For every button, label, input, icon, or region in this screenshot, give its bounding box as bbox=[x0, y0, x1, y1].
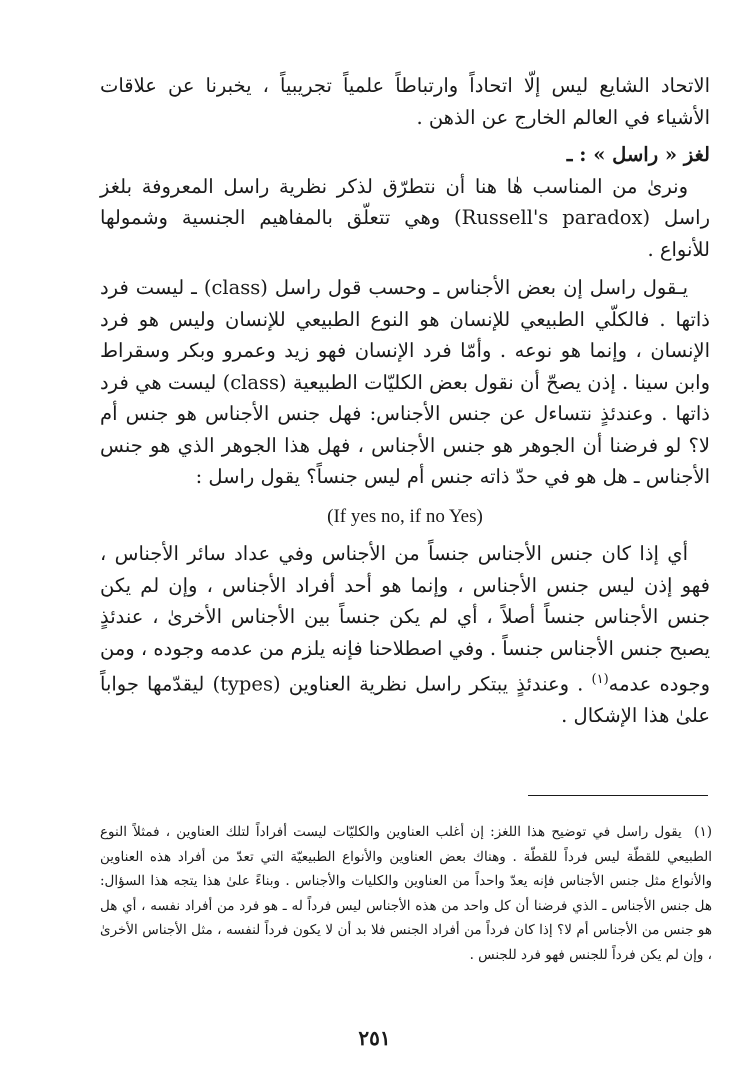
footnote-divider bbox=[528, 795, 708, 796]
paragraph-conclusion-part2: . وعندئذٍ يبتكر راسل نظرية العناوين (types) ليقدّمها جواباً علىٰ هذا الإشكال . bbox=[100, 672, 710, 727]
paragraph-russell-argument: يـقول راسل إن بعض الأجناس ـ وحسب قول راسل (class) ـ ليست فرد ذاتها . فالكلّي الطبيعي للإنسان هو النوع الطبيعي للإنسان وليس هو فرد الإنسان ، وإنما هو نوعه . وأمّا فرد الإنسان فهو زيد وعمرو وبكر وسقراط وابن سينا . إذن يصحّ أن نقول بعض الكليّات الطبيعية (class) ليست هي فرد ذاتها . وعندئذٍ نتساءل عن جنس الأجناس: فهل جنس الأجناس هو جنس أم لا؟ لو فرضنا أن الجوهر هو جنس الأجناس ، فهل هذا الجوهر الذي هو جنس الأجناس ـ هل هو في حدّ ذاته جنس أم ليس جنساً؟ يقول راسل : bbox=[100, 276, 710, 488]
footnote-marker: (١) bbox=[694, 824, 712, 840]
paragraph-conclusion bbox=[100, 538, 710, 732]
page-number: ٢٥١ bbox=[358, 1026, 391, 1050]
footnote-reference[interactable]: (١) bbox=[591, 672, 609, 687]
footnote-text: يقول راسل في توضيح هذا اللغز: إن أغلب العناوين والكليّات ليست أفراداً لتلك العناوين ، فمثلاً النوع الطبيعي للقطّة ليس فرداً للقطّة . وهناك بعض العناوين والأنواع الطبيعيّة التي تعدّ من أفراد هذه العناوين والأنواع مثل جنس الأجناس فإنه يعدّ واحداً من العناوين والكليات والأجناس . وبناءً علىٰ هذا يتجه هذا السؤال: هل جنس الأجناس ـ الذي فرضنا أن كل واحد من هذه الأجناس ليس فرداً له ـ هو فرد من أفراد نفسه ، أي هل هو جنس من الأجناس أم لا؟ إذا كان فرداً من أفراد الجنس فلا بد أن لا يكون فرداً لنفسه ، مثل الأجناس الأخرىٰ ، وإن لم يكن فرداً للجنس فهو فرد للجنس . bbox=[100, 824, 712, 963]
footnote-paragraph bbox=[100, 820, 712, 967]
paragraph-opening: الاتحاد الشايع ليس إلّا اتحاداً وارتباطاً علمياً تجريبياً ، يخبرنا عن علاقات الأشياء في العالم الخارج عن الذهن . bbox=[100, 74, 710, 129]
footnote bbox=[100, 820, 712, 967]
paragraph-intro: ونرىٰ من المناسب هٰا هنا أن نتطرّق لذكر نظرية راسل المعروفة بلغز راسل (Russell's paradox) وهي تتعلّق بالمفاهيم الجنسية وشمولها للأنواع . bbox=[100, 174, 710, 261]
russell-quote: (If yes no, if no Yes) bbox=[327, 505, 483, 527]
section-heading: لغز « راسل » : ـ bbox=[566, 143, 710, 166]
paragraph-conclusion-part1: أي إذا كان جنس الأجناس جنساً من الأجناس وفي عداد سائر الأجناس ، فهو إذن ليس جنس الأجناس ، وإنما هو أحد أفراد الأجناس ، وإن لم يكن جنس الأجناس جنساً أصلاً ، أي لم يكن جنساً بين الأجناس الأخرىٰ ، عندئذٍ يصبح جنس الأجناس جنساً . وفي اصطلاحنا فإنه يلزم من عدمه وجوده ، ومن وجوده عدمه bbox=[100, 542, 710, 696]
main-text bbox=[100, 70, 710, 732]
